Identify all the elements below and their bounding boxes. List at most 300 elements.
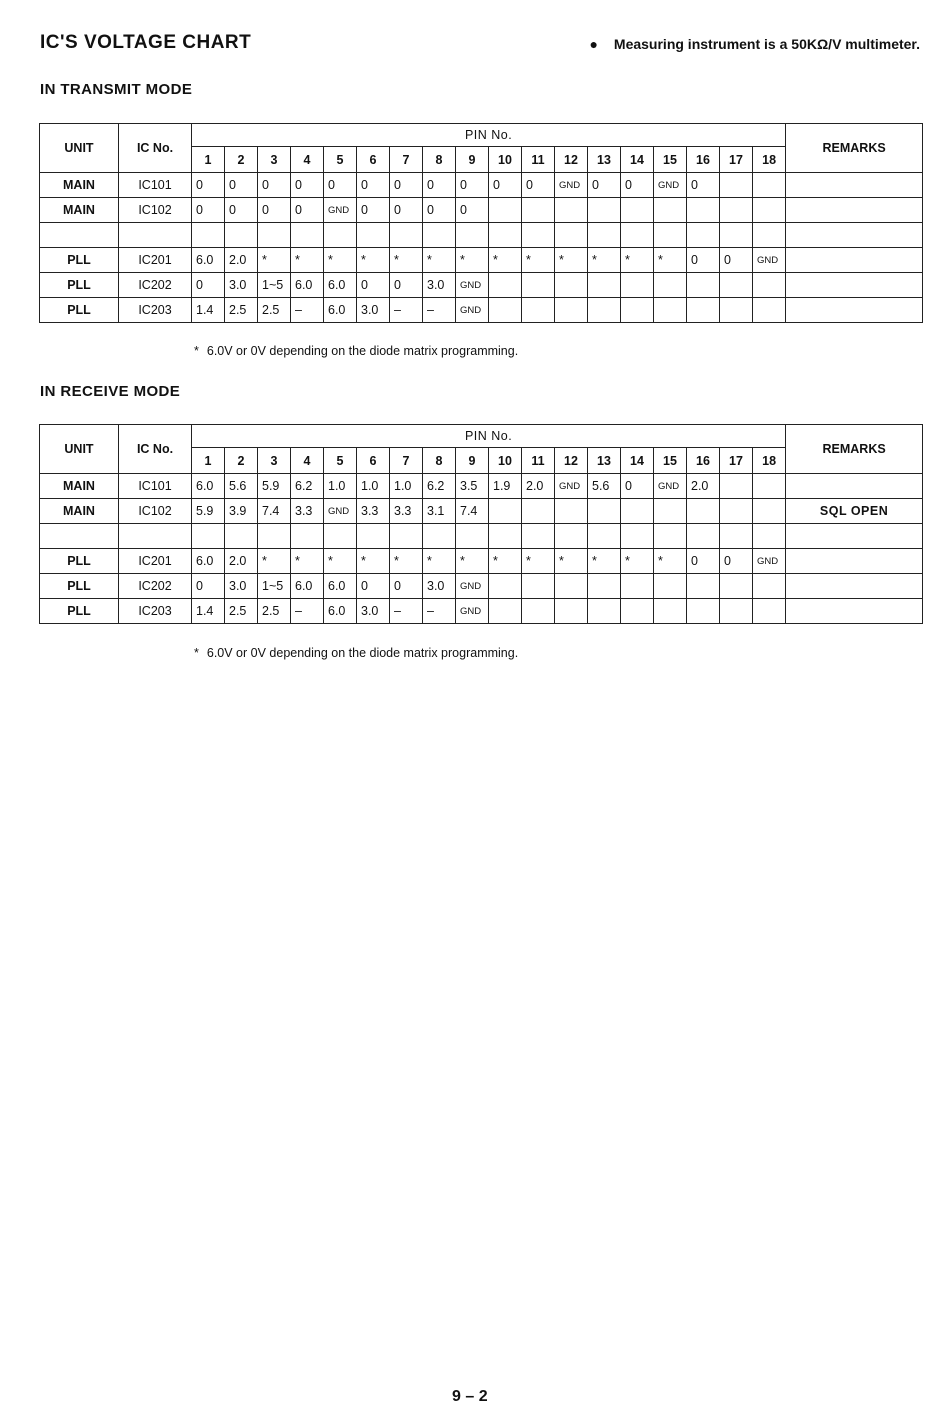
pin-header-7: 7 xyxy=(390,147,423,173)
pin-voltage-cell: 0 xyxy=(390,173,423,198)
table-row xyxy=(40,599,923,624)
ic-number-cell: IC202 xyxy=(119,574,192,599)
pin-header-1: 1 xyxy=(192,448,225,474)
pin-voltage-cell: * xyxy=(621,549,654,574)
pin-voltage-cell xyxy=(489,574,522,599)
pin-voltage-cell xyxy=(588,499,621,524)
table-row xyxy=(40,173,923,198)
table-row xyxy=(40,474,923,499)
pin-header-5: 5 xyxy=(324,147,357,173)
remarks-cell: SQL OPEN xyxy=(786,499,923,524)
header-row xyxy=(40,425,923,448)
pin-voltage-cell: GND xyxy=(456,273,489,298)
pin-voltage-cell xyxy=(555,273,588,298)
header-pin-no: PIN No. xyxy=(192,124,786,147)
pin-voltage-cell xyxy=(390,524,423,549)
pin-voltage-cell: 0 xyxy=(390,273,423,298)
pin-voltage-cell: – xyxy=(423,599,456,624)
measurement-note xyxy=(589,36,920,52)
pin-voltage-cell: 6.0 xyxy=(192,549,225,574)
header-remarks: REMARKS xyxy=(786,124,923,173)
pin-voltage-cell: 3.0 xyxy=(225,574,258,599)
pin-header-5: 5 xyxy=(324,448,357,474)
pin-voltage-cell xyxy=(720,298,753,323)
pin-voltage-cell: 0 xyxy=(687,248,720,273)
unit-cell: PLL xyxy=(40,273,119,298)
pin-voltage-cell xyxy=(489,273,522,298)
remarks-cell xyxy=(786,198,923,223)
pin-voltage-cell xyxy=(489,499,522,524)
pin-voltage-cell: 1.0 xyxy=(390,474,423,499)
pin-voltage-cell: * xyxy=(258,248,291,273)
pin-voltage-cell xyxy=(555,499,588,524)
pin-voltage-cell xyxy=(753,173,786,198)
pin-voltage-cell xyxy=(522,524,555,549)
pin-voltage-cell: 0 xyxy=(390,198,423,223)
pin-voltage-cell: * xyxy=(324,248,357,273)
pin-header-13: 13 xyxy=(588,448,621,474)
table-row xyxy=(40,248,923,273)
pin-voltage-cell xyxy=(753,499,786,524)
table-row xyxy=(40,198,923,223)
pin-voltage-cell: 0 xyxy=(324,173,357,198)
receive-footnote-text: 6.0V or 0V depending on the diode matrix programming. xyxy=(206,646,519,660)
pin-voltage-cell xyxy=(753,599,786,624)
pin-voltage-cell: 2.5 xyxy=(258,599,291,624)
pin-voltage-cell xyxy=(423,524,456,549)
pin-voltage-cell: GND xyxy=(324,499,357,524)
pin-voltage-cell: 1~5 xyxy=(258,574,291,599)
pin-header-2: 2 xyxy=(225,147,258,173)
table-row xyxy=(40,273,923,298)
pin-voltage-cell: 0 xyxy=(621,173,654,198)
pin-voltage-cell: 3.9 xyxy=(225,499,258,524)
pin-voltage-cell xyxy=(621,273,654,298)
pin-voltage-cell: * xyxy=(357,248,390,273)
asterisk-icon: * xyxy=(194,646,199,660)
bullet-icon: ● xyxy=(589,36,598,52)
pin-voltage-cell: 0 xyxy=(357,273,390,298)
ic-number-cell: IC101 xyxy=(119,173,192,198)
pin-voltage-cell xyxy=(720,499,753,524)
pin-voltage-cell: – xyxy=(291,599,324,624)
pin-voltage-cell: * xyxy=(522,549,555,574)
pin-voltage-cell: 5.6 xyxy=(588,474,621,499)
table-row xyxy=(40,298,923,323)
pin-voltage-cell: 7.4 xyxy=(258,499,291,524)
pin-voltage-cell xyxy=(621,574,654,599)
pin-header-11: 11 xyxy=(522,448,555,474)
pin-voltage-cell xyxy=(588,524,621,549)
table-row xyxy=(40,499,923,524)
pin-voltage-cell: 0 xyxy=(357,173,390,198)
pin-voltage-cell: 0 xyxy=(456,198,489,223)
pin-voltage-cell xyxy=(192,223,225,248)
pin-voltage-cell: 0 xyxy=(720,549,753,574)
pin-voltage-cell: GND xyxy=(456,574,489,599)
table-row xyxy=(40,549,923,574)
pin-voltage-cell: – xyxy=(423,298,456,323)
pin-voltage-cell: – xyxy=(291,298,324,323)
pin-voltage-cell xyxy=(621,499,654,524)
pin-voltage-cell xyxy=(621,524,654,549)
pin-voltage-cell xyxy=(522,223,555,248)
remarks-cell xyxy=(786,223,923,248)
pin-voltage-cell xyxy=(621,298,654,323)
pin-voltage-cell: GND xyxy=(324,198,357,223)
pin-voltage-cell: – xyxy=(390,599,423,624)
pin-voltage-cell: 0 xyxy=(621,474,654,499)
pin-header-8: 8 xyxy=(423,448,456,474)
unit-cell: PLL xyxy=(40,574,119,599)
remarks-cell xyxy=(786,524,923,549)
pin-voltage-cell: 2.0 xyxy=(225,248,258,273)
pin-voltage-cell xyxy=(357,223,390,248)
pin-voltage-cell: * xyxy=(654,549,687,574)
pin-voltage-cell: 3.3 xyxy=(291,499,324,524)
pin-voltage-cell xyxy=(489,599,522,624)
pin-voltage-cell: 0 xyxy=(687,173,720,198)
pin-voltage-cell xyxy=(588,298,621,323)
blank-row xyxy=(40,223,923,248)
pin-voltage-cell: * xyxy=(390,549,423,574)
pin-voltage-cell: * xyxy=(291,248,324,273)
pin-voltage-cell: 0 xyxy=(291,173,324,198)
pin-voltage-cell xyxy=(555,298,588,323)
pin-header-4: 4 xyxy=(291,147,324,173)
pin-voltage-cell: 2.0 xyxy=(687,474,720,499)
transmit-footnote-text: 6.0V or 0V depending on the diode matrix programming. xyxy=(206,344,519,358)
pin-voltage-cell xyxy=(291,524,324,549)
pin-voltage-cell: 0 xyxy=(522,173,555,198)
unit-cell: PLL xyxy=(40,248,119,273)
pin-voltage-cell xyxy=(588,273,621,298)
pin-voltage-cell: 0 xyxy=(357,574,390,599)
remarks-cell xyxy=(786,549,923,574)
pin-voltage-cell: 3.0 xyxy=(225,273,258,298)
remarks-cell xyxy=(786,474,923,499)
pin-voltage-cell: 2.5 xyxy=(258,298,291,323)
remarks-cell xyxy=(786,173,923,198)
pin-voltage-cell: 0 xyxy=(192,198,225,223)
pin-header-14: 14 xyxy=(621,147,654,173)
pin-voltage-cell xyxy=(522,273,555,298)
pin-voltage-cell xyxy=(753,524,786,549)
pin-voltage-cell: 1.0 xyxy=(324,474,357,499)
remarks-cell xyxy=(786,248,923,273)
pin-voltage-cell: * xyxy=(423,549,456,574)
pin-voltage-cell xyxy=(456,223,489,248)
unit-cell: MAIN xyxy=(40,173,119,198)
pin-header-15: 15 xyxy=(654,448,687,474)
pin-voltage-cell: 2.0 xyxy=(522,474,555,499)
pin-voltage-cell: GND xyxy=(456,298,489,323)
pin-voltage-cell xyxy=(456,524,489,549)
pin-voltage-cell xyxy=(588,223,621,248)
pin-voltage-cell xyxy=(555,574,588,599)
pin-voltage-cell: 3.3 xyxy=(390,499,423,524)
ic-number-cell: IC102 xyxy=(119,499,192,524)
pin-voltage-cell: 0 xyxy=(588,173,621,198)
pin-voltage-cell: * xyxy=(555,248,588,273)
page-title: IC'S VOLTAGE CHART xyxy=(40,32,252,53)
pin-voltage-cell xyxy=(720,173,753,198)
pin-header-11: 11 xyxy=(522,147,555,173)
pin-voltage-cell xyxy=(654,599,687,624)
pin-header-10: 10 xyxy=(489,147,522,173)
pin-header-7: 7 xyxy=(390,448,423,474)
pin-voltage-cell xyxy=(489,198,522,223)
header-ic-no: IC No. xyxy=(119,425,192,474)
pin-voltage-cell xyxy=(654,198,687,223)
pin-voltage-cell: 6.0 xyxy=(324,298,357,323)
header-row xyxy=(40,124,923,147)
pin-voltage-cell: 3.0 xyxy=(423,574,456,599)
remarks-cell xyxy=(786,574,923,599)
pin-voltage-cell: 6.0 xyxy=(291,574,324,599)
header-unit: UNIT xyxy=(40,425,119,474)
pin-voltage-cell: * xyxy=(258,549,291,574)
pin-voltage-cell: 0 xyxy=(423,173,456,198)
pin-voltage-cell: * xyxy=(588,248,621,273)
pin-header-6: 6 xyxy=(357,448,390,474)
pin-voltage-cell xyxy=(324,524,357,549)
pin-voltage-cell xyxy=(687,599,720,624)
pin-voltage-cell: GND xyxy=(555,474,588,499)
pin-voltage-cell xyxy=(654,524,687,549)
pin-voltage-cell: 0 xyxy=(192,574,225,599)
pin-voltage-cell xyxy=(423,223,456,248)
header-remarks: REMARKS xyxy=(786,425,923,474)
unit-cell: PLL xyxy=(40,549,119,574)
unit-cell xyxy=(40,524,119,549)
pin-voltage-cell: 3.0 xyxy=(357,298,390,323)
pin-header-9: 9 xyxy=(456,147,489,173)
pin-voltage-cell xyxy=(720,474,753,499)
pin-header-3: 3 xyxy=(258,448,291,474)
ic-number-cell xyxy=(119,223,192,248)
pin-voltage-cell xyxy=(753,198,786,223)
pin-voltage-cell xyxy=(258,223,291,248)
pin-voltage-cell xyxy=(489,524,522,549)
pin-header-10: 10 xyxy=(489,448,522,474)
pin-voltage-cell xyxy=(720,524,753,549)
pin-voltage-cell xyxy=(621,599,654,624)
pin-voltage-cell xyxy=(687,198,720,223)
pin-voltage-cell: 1.4 xyxy=(192,298,225,323)
header-unit: UNIT xyxy=(40,124,119,173)
pin-voltage-cell xyxy=(588,198,621,223)
pin-header-18: 18 xyxy=(753,448,786,474)
pin-voltage-cell: 6.0 xyxy=(192,248,225,273)
pin-voltage-cell: 2.5 xyxy=(225,298,258,323)
pin-header-17: 17 xyxy=(720,147,753,173)
pin-voltage-cell: 0 xyxy=(258,173,291,198)
ic-number-cell: IC201 xyxy=(119,549,192,574)
pin-voltage-cell: 0 xyxy=(390,574,423,599)
pin-voltage-cell xyxy=(522,574,555,599)
receive-footnote xyxy=(194,646,518,660)
pin-voltage-cell: 6.2 xyxy=(423,474,456,499)
pin-voltage-cell: 6.0 xyxy=(324,574,357,599)
pin-voltage-cell xyxy=(489,298,522,323)
pin-voltage-cell xyxy=(258,524,291,549)
pin-voltage-cell xyxy=(720,223,753,248)
pin-header-15: 15 xyxy=(654,147,687,173)
pin-voltage-cell xyxy=(720,273,753,298)
pin-voltage-cell: GND xyxy=(555,173,588,198)
pin-voltage-cell xyxy=(654,273,687,298)
pin-voltage-cell xyxy=(390,223,423,248)
pin-voltage-cell: 3.0 xyxy=(357,599,390,624)
pin-header-18: 18 xyxy=(753,147,786,173)
pin-voltage-cell xyxy=(225,223,258,248)
unit-cell: MAIN xyxy=(40,474,119,499)
pin-voltage-cell xyxy=(357,524,390,549)
pin-voltage-cell: GND xyxy=(753,549,786,574)
pin-voltage-cell: 1.0 xyxy=(357,474,390,499)
pin-voltage-cell: * xyxy=(555,549,588,574)
pin-voltage-cell: 0 xyxy=(258,198,291,223)
pin-voltage-cell xyxy=(753,574,786,599)
pin-voltage-cell xyxy=(654,574,687,599)
pin-voltage-cell xyxy=(555,223,588,248)
unit-cell: MAIN xyxy=(40,499,119,524)
remarks-cell xyxy=(786,599,923,624)
pin-voltage-cell xyxy=(687,574,720,599)
pin-voltage-cell: * xyxy=(654,248,687,273)
pin-voltage-cell: 6.0 xyxy=(192,474,225,499)
pin-voltage-cell: 1~5 xyxy=(258,273,291,298)
pin-voltage-cell xyxy=(621,223,654,248)
pin-voltage-cell: * xyxy=(621,248,654,273)
receive-section-title: IN RECEIVE MODE xyxy=(40,383,181,400)
pin-voltage-cell: * xyxy=(489,549,522,574)
pin-voltage-cell xyxy=(588,574,621,599)
pin-voltage-cell: 0 xyxy=(192,173,225,198)
pin-voltage-cell: GND xyxy=(456,599,489,624)
pin-voltage-cell: 5.9 xyxy=(192,499,225,524)
pin-voltage-cell: * xyxy=(522,248,555,273)
pin-voltage-cell xyxy=(720,599,753,624)
pin-header-16: 16 xyxy=(687,147,720,173)
pin-voltage-cell: 6.0 xyxy=(324,599,357,624)
pin-voltage-cell: 0 xyxy=(687,549,720,574)
asterisk-icon: * xyxy=(194,344,199,358)
pin-voltage-cell: * xyxy=(588,549,621,574)
remarks-cell xyxy=(786,273,923,298)
pin-voltage-cell xyxy=(720,574,753,599)
pin-voltage-cell: 3.0 xyxy=(423,273,456,298)
pin-voltage-cell xyxy=(654,298,687,323)
pin-voltage-cell xyxy=(522,198,555,223)
pin-voltage-cell xyxy=(753,298,786,323)
pin-voltage-cell xyxy=(687,223,720,248)
page-number: 9 – 2 xyxy=(452,1388,488,1405)
pin-voltage-cell: 0 xyxy=(192,273,225,298)
pin-header-9: 9 xyxy=(456,448,489,474)
pin-voltage-cell: * xyxy=(456,248,489,273)
pin-voltage-cell: 2.0 xyxy=(225,549,258,574)
pin-voltage-cell: * xyxy=(324,549,357,574)
pin-voltage-cell xyxy=(654,499,687,524)
ic-number-cell: IC101 xyxy=(119,474,192,499)
pin-voltage-cell: 0 xyxy=(720,248,753,273)
ic-number-cell: IC102 xyxy=(119,198,192,223)
pin-voltage-cell: 0 xyxy=(357,198,390,223)
pin-voltage-cell: * xyxy=(489,248,522,273)
pin-voltage-cell xyxy=(588,599,621,624)
transmit-voltage-table xyxy=(39,123,923,323)
pin-voltage-cell: * xyxy=(291,549,324,574)
pin-voltage-cell: GND xyxy=(654,474,687,499)
unit-cell: PLL xyxy=(40,298,119,323)
pin-voltage-cell: 3.5 xyxy=(456,474,489,499)
pin-voltage-cell xyxy=(753,273,786,298)
pin-voltage-cell: 6.0 xyxy=(291,273,324,298)
ic-number-cell: IC201 xyxy=(119,248,192,273)
pin-voltage-cell: 1.9 xyxy=(489,474,522,499)
transmit-section-title: IN TRANSMIT MODE xyxy=(40,81,193,98)
pin-voltage-cell xyxy=(522,599,555,624)
pin-voltage-cell xyxy=(687,524,720,549)
pin-voltage-cell xyxy=(621,198,654,223)
ic-number-cell: IC203 xyxy=(119,599,192,624)
table-row xyxy=(40,574,923,599)
pin-voltage-cell xyxy=(720,198,753,223)
pin-voltage-cell: 0 xyxy=(489,173,522,198)
blank-row xyxy=(40,524,923,549)
pin-voltage-cell xyxy=(555,524,588,549)
pin-voltage-cell xyxy=(324,223,357,248)
unit-cell xyxy=(40,223,119,248)
pin-voltage-cell xyxy=(225,524,258,549)
pin-voltage-cell: GND xyxy=(654,173,687,198)
pin-header-17: 17 xyxy=(720,448,753,474)
unit-cell: MAIN xyxy=(40,198,119,223)
pin-header-8: 8 xyxy=(423,147,456,173)
pin-voltage-cell: 7.4 xyxy=(456,499,489,524)
pin-voltage-cell: 0 xyxy=(225,198,258,223)
pin-voltage-cell xyxy=(687,298,720,323)
ic-number-cell: IC202 xyxy=(119,273,192,298)
pin-voltage-cell xyxy=(192,524,225,549)
pin-voltage-cell: 0 xyxy=(225,173,258,198)
pin-voltage-cell: 5.9 xyxy=(258,474,291,499)
pin-voltage-cell: * xyxy=(390,248,423,273)
header-ic-no: IC No. xyxy=(119,124,192,173)
pin-voltage-cell xyxy=(522,298,555,323)
ic-number-cell xyxy=(119,524,192,549)
pin-voltage-cell xyxy=(753,223,786,248)
pin-voltage-cell: 3.3 xyxy=(357,499,390,524)
pin-voltage-cell: 0 xyxy=(456,173,489,198)
pin-voltage-cell: GND xyxy=(753,248,786,273)
pin-voltage-cell: 6.0 xyxy=(324,273,357,298)
pin-voltage-cell: 0 xyxy=(291,198,324,223)
pin-voltage-cell: 0 xyxy=(423,198,456,223)
ic-number-cell: IC203 xyxy=(119,298,192,323)
pin-voltage-cell: 3.1 xyxy=(423,499,456,524)
pin-header-1: 1 xyxy=(192,147,225,173)
unit-cell: PLL xyxy=(40,599,119,624)
pin-voltage-cell xyxy=(489,223,522,248)
pin-voltage-cell xyxy=(522,499,555,524)
pin-voltage-cell: * xyxy=(423,248,456,273)
header-pin-no: PIN No. xyxy=(192,425,786,448)
pin-header-12: 12 xyxy=(555,448,588,474)
pin-header-14: 14 xyxy=(621,448,654,474)
